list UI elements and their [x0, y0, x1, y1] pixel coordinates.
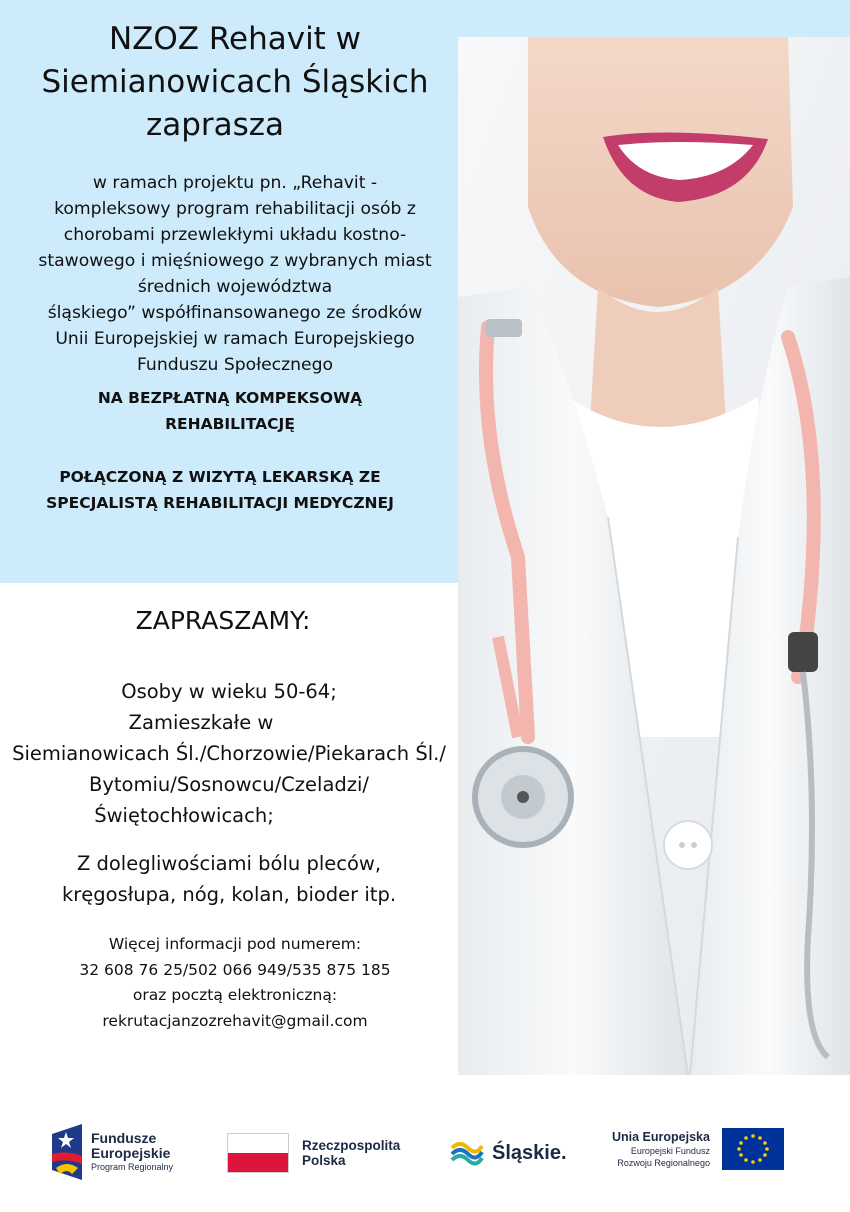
- fe-name-line2: Europejskie: [91, 1144, 171, 1161]
- complaints-line: Z dolegliwościami bólu pleców,: [76, 852, 382, 875]
- contact-info: [0, 932, 470, 1034]
- fe-program: Program Regionalny: [91, 1161, 174, 1172]
- rzeczpospolita-polska-logo: [227, 1133, 400, 1173]
- complaints-block: [0, 848, 458, 910]
- invite-heading: ZAPRASZAMY:: [135, 606, 311, 635]
- fundusze-europejskie-logo: [52, 1124, 173, 1180]
- complaints-line: kręgosłupa, nóg, kolan, bioder itp.: [61, 883, 397, 906]
- slaskie-name: Śląskie.: [492, 1141, 567, 1164]
- intro-line: w ramach projektu pn. „Rehavit -: [92, 173, 378, 193]
- rp-name-line1: Rzeczpospolita: [302, 1138, 401, 1153]
- page-title: [0, 18, 470, 147]
- contact-line: Więcej informacji pod numerem:: [108, 935, 362, 953]
- slaskie-wave-icon: [450, 1138, 484, 1168]
- title-line: zaprasza: [145, 107, 285, 143]
- eu-flag-icon: [722, 1128, 784, 1170]
- intro-line: Funduszu Społecznego: [136, 355, 334, 375]
- rp-name-line2: Polska: [302, 1153, 346, 1168]
- offer-line: NA BEZPŁATNĄ KOMPEKSOWĄ: [97, 389, 363, 407]
- criteria-line: Siemianowicach Śl./Chorzowie/Piekarach Śl./: [12, 742, 446, 765]
- offer-line: REHABILITACJĘ: [165, 415, 295, 433]
- intro-line: kompleksowy program rehabilitacji osób z: [54, 199, 416, 219]
- criteria-line: Świętochłowicach;: [94, 804, 274, 827]
- intro-line: chorobami przewlekłymi układu kostno-: [63, 225, 407, 245]
- phone-numbers: 32 608 76 25/502 066 949/535 875 185: [79, 960, 391, 979]
- intro-line: śląskiego” współfinansowanego ze środków: [47, 303, 423, 323]
- ue-fund-line2: Rozwoju Regionalnego: [617, 1157, 710, 1168]
- visit-line: SPECJALISTĄ REHABILITACJI MEDYCZNEJ: [46, 494, 394, 512]
- email-link[interactable]: rekrutacjanzozrehavit@gmail.com: [102, 1011, 368, 1030]
- ue-name: Unia Europejska: [612, 1129, 710, 1144]
- ue-fund-line1: Europejski Fundusz: [630, 1145, 710, 1156]
- fundusze-europejskie-icon: [52, 1124, 82, 1180]
- visit-text: [0, 464, 440, 516]
- intro-line: stawowego i mięśniowego z wybranych miast: [38, 251, 432, 271]
- intro-line: średnich województwa: [137, 277, 333, 297]
- polish-flag-icon: [227, 1133, 289, 1173]
- contact-line: oraz pocztą elektroniczną:: [132, 986, 338, 1004]
- doctor-photo: [458, 37, 850, 1075]
- project-description: [10, 170, 460, 378]
- funding-logos-bar: [0, 1118, 850, 1188]
- fe-name-line1: Fundusze: [91, 1129, 157, 1146]
- intro-line: Unii Europejskiej w ramach Europejskiego: [55, 329, 415, 349]
- title-line: NZOZ Rehavit w: [108, 21, 362, 57]
- criteria-line: Bytomiu/Sosnowcu/Czeladzi/: [88, 773, 369, 796]
- slaskie-logo: [450, 1138, 567, 1168]
- criteria-line: Osoby w wieku 50-64;: [121, 680, 337, 703]
- criteria-block: [0, 676, 458, 831]
- criteria-line: Zamieszkałe w: [128, 711, 274, 734]
- title-line: Siemianowicach Śląskich: [41, 64, 429, 100]
- unia-europejska-logo: [612, 1128, 784, 1170]
- visit-line: POŁĄCZONĄ Z WIZYTĄ LEKARSKĄ ZE: [59, 468, 381, 486]
- offer-text: [10, 385, 450, 437]
